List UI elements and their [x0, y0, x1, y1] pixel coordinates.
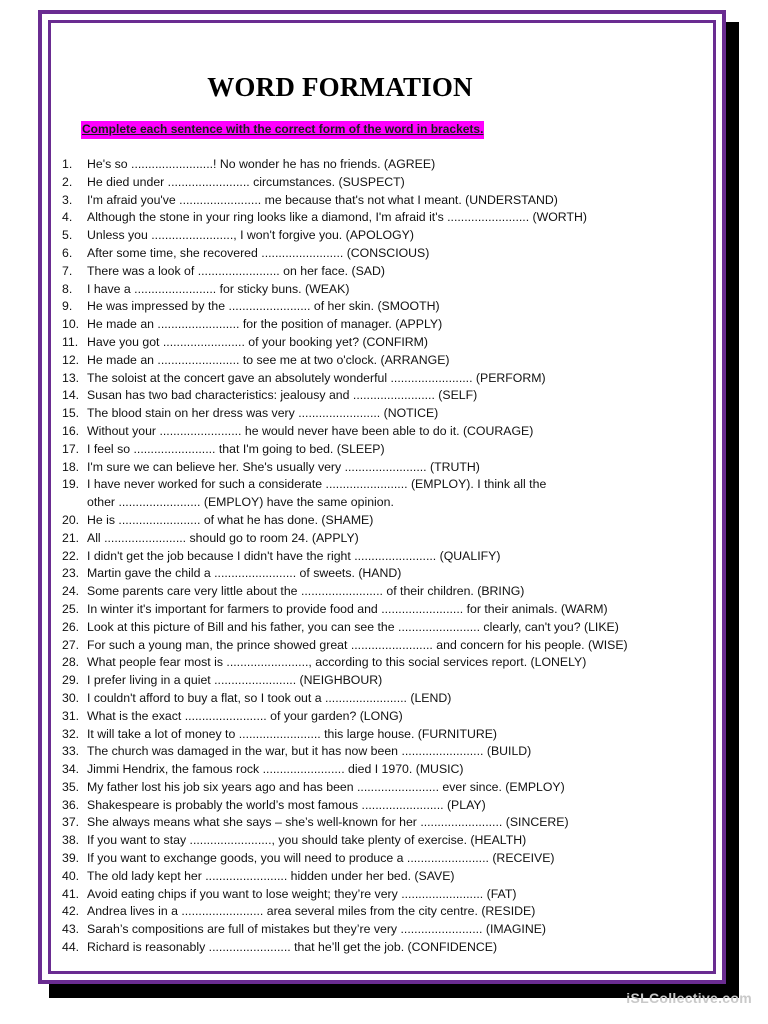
exercise-sentence-continuation: other ........................ (EMPLOY) have the same opinion.	[87, 495, 394, 510]
exercise-row	[62, 370, 717, 388]
exercise-item	[62, 209, 717, 227]
exercise-row	[62, 334, 717, 352]
exercise-item	[62, 192, 717, 210]
exercise-sentence: I prefer living in a quiet ........................ (NEIGHBOUR)	[87, 673, 383, 688]
exercise-sentence: I feel so ........................ that I'm going to bed. (SLEEP)	[87, 441, 385, 456]
exercise-sentence: I didn't get the job because I didn't have the right ........................ (QUALIFY)	[87, 548, 501, 563]
exercise-number: 33.	[62, 744, 80, 759]
exercise-number: 34.	[62, 762, 80, 777]
exercise-row	[62, 832, 717, 850]
exercise-item	[62, 779, 717, 797]
exercise-item	[62, 174, 717, 192]
exercise-item	[62, 690, 717, 708]
exercise-item	[62, 227, 717, 245]
exercise-row	[62, 156, 717, 174]
exercise-number: 13.	[62, 370, 80, 385]
exercise-item	[62, 654, 717, 672]
exercise-row	[62, 459, 717, 477]
exercise-item	[62, 316, 717, 334]
exercise-row	[62, 939, 717, 957]
exercise-row	[62, 814, 717, 832]
exercise-sentence: He made an ........................ to see me at two o'clock. (ARRANGE)	[87, 352, 450, 367]
exercise-number: 23.	[62, 566, 80, 581]
exercise-sentence: Andrea lives in a ........................ area several miles from the city centre. (RESIDE)	[87, 904, 536, 919]
exercise-sentence: The church was damaged in the war, but it has now been ........................ (BUILD)	[87, 744, 532, 759]
exercise-item	[62, 743, 717, 761]
exercise-number: 1.	[62, 157, 73, 171]
exercise-sentence: My father lost his job six years ago and has been ........................ ever since. (EMPLOY)	[87, 779, 565, 794]
exercise-row	[62, 423, 717, 441]
exercise-row	[62, 797, 717, 815]
exercise-sentence: There was a look of ........................ on her face. (SAD)	[87, 263, 385, 278]
exercise-number: 36.	[62, 797, 80, 812]
exercise-row	[62, 601, 717, 619]
exercise-number: 32.	[62, 726, 80, 741]
instruction-banner: Complete each sentence with the correct form of the word in brackets.	[81, 121, 484, 139]
exercise-sentence: What people fear most is ........................, according to this social services report. (LONELY)	[87, 655, 587, 670]
exercise-row	[62, 637, 717, 655]
exercise-sentence: He is ........................ of what he has done. (SHAME)	[87, 512, 374, 527]
exercise-sentence: Unless you ........................, I won't forgive you. (APOLOGY)	[87, 228, 414, 243]
exercise-number: 28.	[62, 655, 80, 670]
exercise-item	[62, 565, 717, 583]
exercise-item	[62, 708, 717, 726]
exercise-item	[62, 548, 717, 566]
exercise-number: 22.	[62, 548, 80, 563]
exercise-sentence: For such a young man, the prince showed great ........................ and concern for his people. (WISE)	[87, 637, 628, 652]
exercise-number: 5.	[62, 228, 73, 243]
exercise-number: 25.	[62, 601, 80, 616]
exercise-number: 20.	[62, 512, 80, 527]
exercise-sentence: In winter it's important for farmers to provide food and ........................ for their animals. (WARM)	[87, 601, 608, 616]
exercise-sentence: Richard is reasonably ........................ that he’ll get the job. (CONFIDENCE)	[87, 940, 498, 955]
exercise-number: 10.	[62, 317, 80, 332]
exercise-sentence: Avoid eating chips if you want to lose weight; they’re very ........................ (FAT)	[87, 886, 517, 901]
watermark: iSLCollective.com	[626, 990, 752, 1006]
exercise-item	[62, 245, 717, 263]
exercise-row	[62, 316, 717, 334]
exercise-row	[62, 441, 717, 459]
exercise-row	[62, 476, 717, 494]
exercise-number: 27.	[62, 637, 80, 652]
exercise-item	[62, 939, 717, 957]
exercise-number: 31.	[62, 708, 80, 723]
exercise-sentence: I have a ........................ for sticky buns. (WEAK)	[87, 281, 350, 296]
exercise-row	[62, 672, 717, 690]
exercise-row	[62, 583, 717, 601]
exercise-item	[62, 281, 717, 299]
exercise-sentence: He died under ........................ circumstances. (SUSPECT)	[87, 174, 405, 189]
exercise-row	[62, 868, 717, 886]
exercise-sentence: After some time, she recovered ........................ (CONSCIOUS)	[87, 245, 430, 260]
exercise-item	[62, 352, 717, 370]
exercise-sentence: The blood stain on her dress was very ........................ (NOTICE)	[87, 406, 439, 421]
exercise-number: 12.	[62, 352, 80, 367]
exercise-sentence: If you want to exchange goods, you will need to produce a ........................ (RECEIVE)	[87, 851, 555, 866]
exercise-sentence: Look at this picture of Bill and his father, you can see the ........................ clearly, can't you? (LIKE)	[87, 619, 619, 634]
exercise-sentence: What is the exact ........................ of your garden? (LONG)	[87, 708, 403, 723]
exercise-item	[62, 886, 717, 904]
exercise-item	[62, 530, 717, 548]
exercise-sentence: The soloist at the concert gave an absolutely wonderful ........................ (PERFORM)	[87, 370, 546, 385]
exercise-row	[62, 921, 717, 939]
exercise-item	[62, 814, 717, 832]
exercise-sentence: Sarah’s compositions are full of mistakes but they’re very ........................ (IMAGINE)	[87, 922, 547, 937]
exercise-number: 16.	[62, 423, 80, 438]
exercise-number: 18.	[62, 459, 80, 474]
exercise-item	[62, 298, 717, 316]
exercise-item	[62, 797, 717, 815]
exercise-number: 42.	[62, 904, 80, 919]
exercise-row	[62, 192, 717, 210]
exercise-number: 7.	[62, 263, 73, 278]
exercise-sentence: I'm afraid you've ........................ me because that's not what I meant. (UNDERSTAND)	[87, 192, 558, 207]
exercise-row	[62, 530, 717, 548]
exercise-item	[62, 583, 717, 601]
exercise-row	[62, 405, 717, 423]
exercise-number: 14.	[62, 388, 80, 403]
exercise-row	[62, 227, 717, 245]
exercise-sentence: He's so ........................! No wonder he has no friends. (AGREE)	[87, 157, 436, 171]
exercise-sentence: The old lady kept her ........................ hidden under her bed. (SAVE)	[87, 868, 455, 883]
exercise-item	[62, 512, 717, 530]
exercise-item	[62, 334, 717, 352]
exercise-row	[62, 263, 717, 281]
exercise-row	[62, 761, 717, 779]
exercise-row	[62, 174, 717, 192]
exercise-row	[62, 654, 717, 672]
exercise-item	[62, 903, 717, 921]
exercise-number: 35.	[62, 779, 80, 794]
exercise-item	[62, 637, 717, 655]
exercise-item	[62, 459, 717, 477]
exercise-item	[62, 850, 717, 868]
exercise-number: 43.	[62, 922, 80, 937]
exercise-item	[62, 761, 717, 779]
exercise-number: 2.	[62, 174, 73, 189]
exercise-item	[62, 405, 717, 423]
exercise-sentence: Without your ........................ he would never have been able to do it. (COURAGE)	[87, 423, 534, 438]
exercise-row	[62, 726, 717, 744]
exercise-sentence: Have you got ........................ of your booking yet? (CONFIRM)	[87, 334, 429, 349]
exercise-number: 39.	[62, 851, 80, 866]
exercise-sentence: He made an ........................ for the position of manager. (APPLY)	[87, 317, 443, 332]
exercise-sentence: All ........................ should go to room 24. (APPLY)	[87, 530, 359, 545]
exercise-sentence: Although the stone in your ring looks like a diamond, I'm afraid it's ........................ (WORTH)	[87, 210, 587, 225]
exercise-number: 37.	[62, 815, 80, 830]
exercise-number: 6.	[62, 245, 73, 260]
exercise-sentence: Some parents care very little about the ........................ of their children. (BRING)	[87, 584, 525, 599]
exercise-row	[62, 281, 717, 299]
exercise-item	[62, 387, 717, 405]
exercise-row	[62, 565, 717, 583]
exercise-number: 17.	[62, 441, 80, 456]
exercise-number: 9.	[62, 299, 73, 314]
exercise-row	[62, 690, 717, 708]
exercise-sentence: Shakespeare is probably the world’s most famous ........................ (PLAY)	[87, 797, 486, 812]
exercise-number: 41.	[62, 886, 80, 901]
exercise-item	[62, 619, 717, 637]
exercise-item	[62, 726, 717, 744]
exercise-row	[62, 850, 717, 868]
exercise-sentence: She always means what she says – she’s well-known for her ........................ (SINCERE)	[87, 815, 569, 830]
exercise-sentence: Jimmi Hendrix, the famous rock ........................ died I 1970. (MUSIC)	[87, 762, 464, 777]
exercise-item	[62, 370, 717, 388]
exercise-item	[62, 832, 717, 850]
exercise-sentence: He was impressed by the ........................ of her skin. (SMOOTH)	[87, 299, 440, 314]
exercise-number: 30.	[62, 690, 80, 705]
exercise-sentence: If you want to stay ........................, you should take plenty of exercise. (HEALTH)	[87, 833, 527, 848]
exercise-item	[62, 672, 717, 690]
exercise-row	[62, 903, 717, 921]
exercise-row	[62, 886, 717, 904]
exercise-number: 44.	[62, 940, 80, 955]
exercise-number: 3.	[62, 192, 73, 207]
exercise-number: 21.	[62, 530, 80, 545]
exercise-item	[62, 868, 717, 886]
exercise-item	[62, 423, 717, 441]
exercise-sentence: It will take a lot of money to ........................ this large house. (FURNITURE)	[87, 726, 498, 741]
exercise-number: 4.	[62, 210, 73, 225]
exercise-row	[62, 779, 717, 797]
exercise-row	[62, 352, 717, 370]
exercise-number: 19.	[62, 477, 80, 492]
exercise-item	[62, 156, 717, 174]
worksheet-title: WORD FORMATION	[207, 72, 473, 102]
exercise-item	[62, 441, 717, 459]
exercise-number: 29.	[62, 673, 80, 688]
exercise-sentence: I have never worked for such a considerate ........................ (EMPLOY). I think all the	[87, 477, 547, 492]
exercise-sentence: Susan has two bad characteristics: jealousy and ........................ (SELF)	[87, 388, 478, 403]
exercise-number: 40.	[62, 868, 80, 883]
exercise-number: 15.	[62, 406, 80, 421]
exercise-row	[62, 619, 717, 637]
exercise-row	[62, 512, 717, 530]
exercise-number: 8.	[62, 281, 73, 296]
exercise-sentence: I couldn't afford to buy a flat, so I took out a ........................ (LEND)	[87, 690, 452, 705]
exercise-row	[62, 387, 717, 405]
exercise-item	[62, 921, 717, 939]
exercise-row	[62, 298, 717, 316]
exercise-number: 11.	[62, 334, 79, 349]
exercise-number: 24.	[62, 584, 80, 599]
exercise-row	[62, 245, 717, 263]
exercise-number: 38.	[62, 833, 80, 848]
exercise-sentence: Martin gave the child a ........................ of sweets. (HAND)	[87, 566, 402, 581]
exercise-list	[62, 156, 717, 957]
exercise-number: 26.	[62, 619, 80, 634]
exercise-row	[62, 743, 717, 761]
exercise-item	[62, 601, 717, 619]
exercise-sentence: I'm sure we can believe her. She's usually very ........................ (TRUTH)	[87, 459, 480, 474]
exercise-item	[62, 263, 717, 281]
exercise-item	[62, 476, 717, 512]
exercise-row	[62, 209, 717, 227]
exercise-row	[62, 708, 717, 726]
exercise-row	[62, 548, 717, 566]
